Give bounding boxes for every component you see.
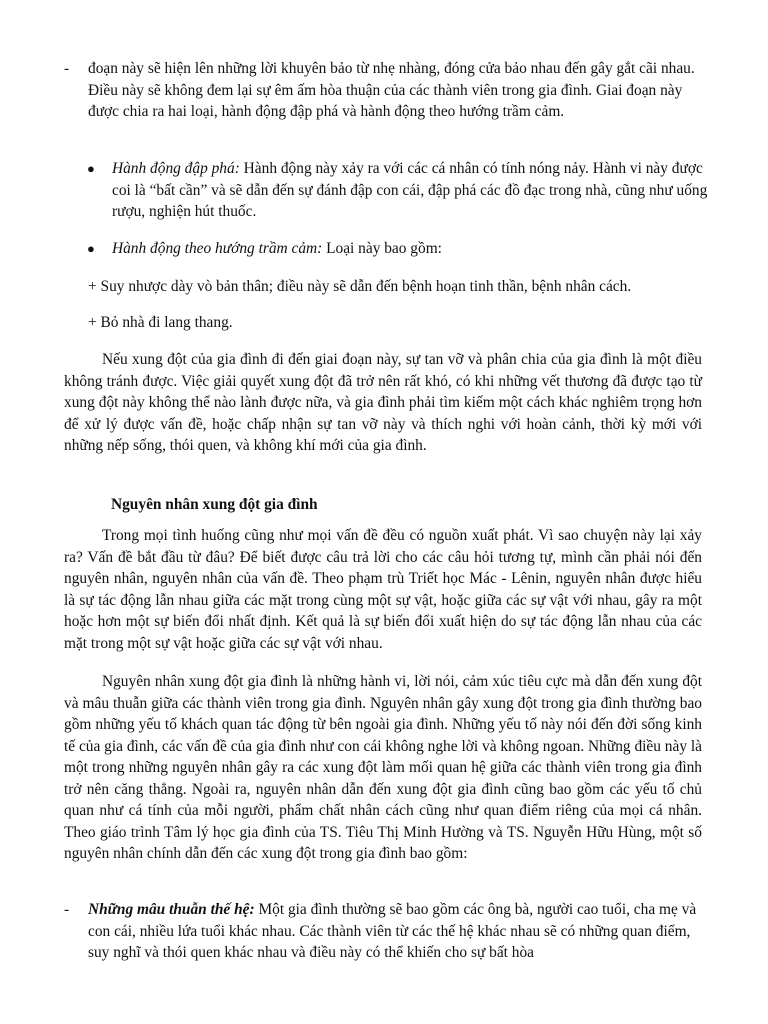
dash-marker: - xyxy=(64,60,70,77)
plus-item-bo-nha: + Bỏ nhà đi lang thang. xyxy=(88,314,233,331)
section-heading: Nguyên nhân xung đột gia đình xyxy=(111,496,318,513)
bullet-text xyxy=(112,238,708,260)
bullet-icon: ● xyxy=(87,161,95,176)
paragraph-nguon-xuat-phat: Trong mọi tình huống cũng như mọi vấn đề đều có nguồn xuất phát. Vì sao chuyện này lại xảy ra? Vấn đề bắt đầu từ đâu? Để biết được câu trả lời cho các câu hỏi tương tự, mình cần phải nói đến nguyên nhân, nguyên nhân của vấn đề. Theo phạm trù Triết học Mác - Lênin, nguyên nhân được hiểu là sự tác động lẫn nhau giữa các mặt trong cùng một sự vật, hoặc giữa các sự vật với nhau, gây ra một hoặc hơn một sự biến đổi nhất định. Kết quả là sự biến đổi xuất hiện do sự tác động lẫn nhau của các mặt trong một sự vật hoặc giữa các sự vật với nhau. xyxy=(64,527,702,652)
bullet-body: Hành động này xảy ra với các cá nhân có tính nóng nảy. Hành vi này được coi là “bất cần” và sẽ dẫn đến sự đánh đập con cái, đập phá các đồ đạc trong nhà, cũng như uống rượu, nghiện hút thuốc. xyxy=(112,160,708,220)
bullet-body: Loại này bao gồm: xyxy=(322,240,442,257)
paragraph-tan-vo: Nếu xung đột của gia đình đi đến giai đoạn này, sự tan vỡ và phân chia của gia đình là một điều không tránh được. Việc giải quyết xung đột đã trở nên rất khó, có khi những vết thương đã được tạo từ xung đột này không thể nào lành được nữa, và gia đình phải tìm kiếm một cách khác nghiêm trọng hơn để xử lý được vấn đề, hoặc chấp nhận sự tan vỡ này và thích nghi với hoàn cảnh, thời kỳ mới với những nếp sống, thói quen, và không khí mới của gia đình. xyxy=(64,351,702,454)
bullet-text xyxy=(112,158,708,223)
bullet-term: Hành động đập phá: xyxy=(112,160,240,177)
plus-item-suy-nhuoc: + Suy nhược dày vò bản thân; điều này sẽ dẫn đến bệnh hoạn tinh thần, bệnh nhân cách. xyxy=(88,278,632,295)
dash-marker: - xyxy=(64,901,70,918)
list-item-text: đoạn này sẽ hiện lên những lời khuyên bảo từ nhẹ nhàng, đóng cửa bảo nhau đến gây gắt cãi nhau. Điều này sẽ không đem lại sự êm ấm hòa thuận của các thành viên trong gia đình. Giai đoạn này được chia ra hai loại, hành động đập phá và hành động theo hướng trầm cảm. xyxy=(88,60,695,120)
list-item-body: Một gia đình thường sẽ bao gồm các ông bà, người cao tuổi, cha mẹ và con cái, nhiều lứa tuổi khác nhau. Các thành viên từ các thế hệ khác nhau sẽ có những quan điểm, suy nghĩ và thói quen khác nhau và điều này có thể khiến cho sự bất hòa xyxy=(88,901,697,961)
paragraph-nguyen-nhan: Nguyên nhân xung đột gia đình là những hành vi, lời nói, cảm xúc tiêu cực mà dẫn đến xung đột và mâu thuẫn giữa các thành viên trong gia đình. Nguyên nhân gây xung đột trong gia đình thường bao gồm những yếu tố khách quan tác động từ bên ngoài gia đình. Những yếu tố này nói đến đời sống kinh tế của gia đình, các vấn đề của gia đình như con cái không nghe lời và không ngoan. Những điều này là một trong những nguyên nhân gây ra các xung đột làm mối quan hệ giữa các thành viên trong gia đình trở nên căng thẳng. Ngoài ra, nguyên nhân dẫn đến xung đột gia đình cũng bao gồm các yếu tố chủ quan như cá tính của mỗi người, phẩm chất nhân cách cũng như quan điểm riêng của mọi cá nhân. Theo giáo trình Tâm lý học gia đình của TS. Tiêu Thị Minh Hường và TS. Nguyễn Hữu Hùng, một số nguyên nhân chính dẫn đến các xung đột trong gia đình bao gồm: xyxy=(64,673,702,862)
bullet-icon: ● xyxy=(87,241,95,256)
list-item-text xyxy=(88,899,708,964)
list-item-term: Những mâu thuẫn thế hệ: xyxy=(88,901,255,918)
bullet-term: Hành động theo hướng trầm cảm: xyxy=(112,240,323,257)
